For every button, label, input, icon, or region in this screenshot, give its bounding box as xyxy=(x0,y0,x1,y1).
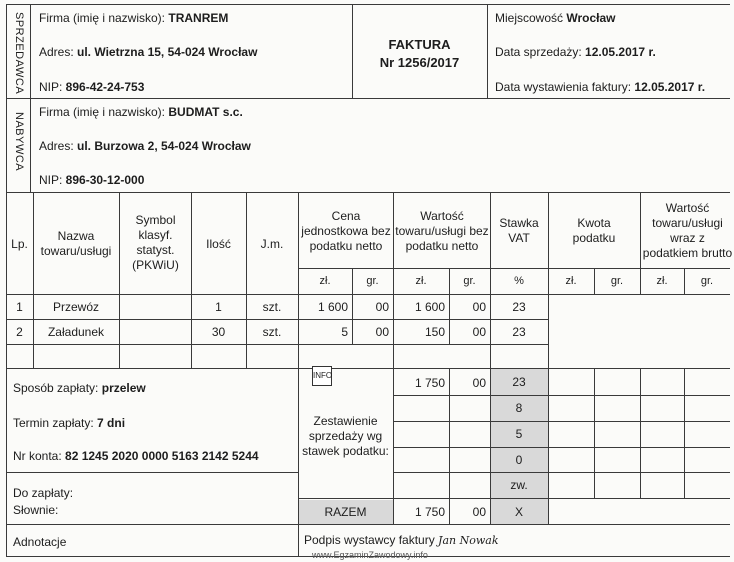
summary-line-3 xyxy=(393,447,730,448)
row2-value-zl: 150 xyxy=(424,325,445,339)
header-unit: J.m. xyxy=(260,236,284,251)
subheader-rate-pct: % xyxy=(514,274,524,287)
seller-buyer-divider xyxy=(6,98,730,99)
payment-method: Sposób zapłaty: przelew xyxy=(13,381,146,395)
row1-lp: 1 xyxy=(16,299,23,314)
payment-divider xyxy=(6,472,298,473)
header-tax: Kwota podatku xyxy=(572,216,616,245)
buyer-nip: NIP: 896-30-12-000 xyxy=(39,173,145,187)
row2-price-zl: 5 xyxy=(341,325,348,339)
invoice-title: FAKTURA xyxy=(388,36,451,52)
table-header-bottom xyxy=(6,294,730,295)
buyer-address: Adres: ul. Burzowa 2, 54-024 Wrocław xyxy=(39,139,251,153)
subheader-line xyxy=(298,268,730,269)
summary-col2 xyxy=(449,368,450,524)
header-symbol: Symbol klasyf. statyst. (PKWiU) xyxy=(132,213,179,272)
subheader-tax-gr: gr. xyxy=(610,274,624,287)
subheader-value-zl: zł. xyxy=(415,274,427,287)
invoice-number: Nr 1256/2017 xyxy=(379,54,460,70)
summary-rate-5: 5 xyxy=(515,427,523,441)
row2-bottom xyxy=(6,344,548,345)
header-value: Wartość towaru/usługi bez podatku netto xyxy=(395,208,489,253)
total-gr: 00 xyxy=(472,505,486,519)
row1-qty: 1 xyxy=(215,299,222,314)
subheader-gross-zl: zł. xyxy=(656,274,668,287)
bottom-border-left xyxy=(6,368,7,556)
qr-code-icon: INFO xyxy=(312,366,332,386)
notes-top-line xyxy=(6,524,730,525)
buyer-table-divider xyxy=(6,192,730,193)
seller-address: Adres: ul. Wietrzna 15, 54-024 Wrocław xyxy=(39,45,258,59)
summary-col7 xyxy=(684,368,685,498)
row3-bottom xyxy=(6,368,730,369)
total-zl: 1 750 xyxy=(414,505,445,519)
notes-label: Adnotacje xyxy=(13,535,67,549)
summary-rate-exempt: zw. xyxy=(510,478,528,492)
row2-rate: 23 xyxy=(512,324,526,339)
summary-line-4 xyxy=(393,472,730,473)
total-label: RAZEM xyxy=(324,504,367,519)
total-rate: X xyxy=(514,504,523,519)
title-divider-right xyxy=(487,4,488,98)
summary-col5 xyxy=(594,368,595,498)
header-name: Nazwa towaru/usługi xyxy=(40,229,112,258)
summary-col1 xyxy=(393,368,394,524)
summary-rate-0: 0 xyxy=(515,452,523,467)
amount-in-words-label: Słownie: xyxy=(13,503,59,517)
summary-row1-gr: 00 xyxy=(472,376,486,390)
row1-value-zl: 1 600 xyxy=(414,300,445,314)
row2-value-gr: 00 xyxy=(472,325,486,339)
seller-side-label: SPRZEDAWCA xyxy=(13,12,25,95)
summary-label: Zestawienie sprzedaży wg stawek podatku: xyxy=(302,413,389,458)
summary-col4 xyxy=(548,368,549,524)
row1-price-gr: 00 xyxy=(375,300,389,314)
seller-nip: NIP: 896-42-24-753 xyxy=(39,80,145,94)
buyer-side-label: NABYWCA xyxy=(13,112,25,172)
subheader-price-gr: gr. xyxy=(366,274,379,287)
signature-name: Jan Nowak xyxy=(438,534,499,547)
summary-col6 xyxy=(640,368,641,498)
summary-line-2 xyxy=(393,421,730,422)
summary-rate-8: 8 xyxy=(515,401,523,415)
summary-row1-zl: 1 750 xyxy=(414,376,445,390)
bank-account: Nr konta: 82 1245 2020 0000 5163 2142 5244 xyxy=(13,449,259,463)
buyer-firm: Firma (imię i nazwisko): BUDMAT s.c. xyxy=(39,105,243,119)
header-gross: Wartość towaru/usługi wraz z podatkiem brutto xyxy=(642,201,733,260)
issue-date: Data wystawienia faktury: 12.05.2017 r. xyxy=(495,80,706,94)
border-top xyxy=(6,4,730,5)
row1-value-gr: 00 xyxy=(472,300,486,314)
issuer-signature: Podpis wystawcy faktury Jan Nowak xyxy=(304,533,499,547)
summary-line-1 xyxy=(393,395,730,396)
row1-price-zl: 1 600 xyxy=(317,300,348,314)
payment-term: Termin zapłaty: 7 dni xyxy=(13,416,126,430)
header-lp: Lp. xyxy=(11,236,28,251)
header-qty: Ilość xyxy=(206,236,231,251)
subheader-gross-gr: gr. xyxy=(700,274,714,287)
row2-qty: 30 xyxy=(211,324,226,339)
row1-unit: szt. xyxy=(262,299,282,314)
subheader-tax-zl: zł. xyxy=(565,274,577,287)
row1-name: Przewóz xyxy=(52,299,99,314)
row2-price-gr: 00 xyxy=(375,325,389,339)
subheader-price-zl: zł. xyxy=(319,274,331,287)
seller-firm: Firma (imię i nazwisko): TRANREM xyxy=(39,11,229,25)
header-rate: Stawka VAT xyxy=(499,216,539,245)
amount-to-pay-label: Do zapłaty: xyxy=(13,486,74,500)
header-price: Cena jednostkowa bez podatku netto xyxy=(301,208,391,253)
watermark: www.EgzaminZawodowy.info xyxy=(312,550,428,560)
row2-lp: 2 xyxy=(16,324,23,339)
row1-rate: 23 xyxy=(512,299,526,314)
row1-bottom xyxy=(6,319,548,320)
row2-name: Załadunek xyxy=(47,324,105,339)
sale-date: Data sprzedaży: 12.05.2017 r. xyxy=(495,45,656,59)
summary-rate-23: 23 xyxy=(512,375,526,389)
subheader-value-gr: gr. xyxy=(463,274,476,287)
summary-line-5 xyxy=(298,498,730,499)
row2-unit: szt. xyxy=(262,324,282,339)
invoice-place: Miejscowość Wrocław xyxy=(495,11,616,25)
